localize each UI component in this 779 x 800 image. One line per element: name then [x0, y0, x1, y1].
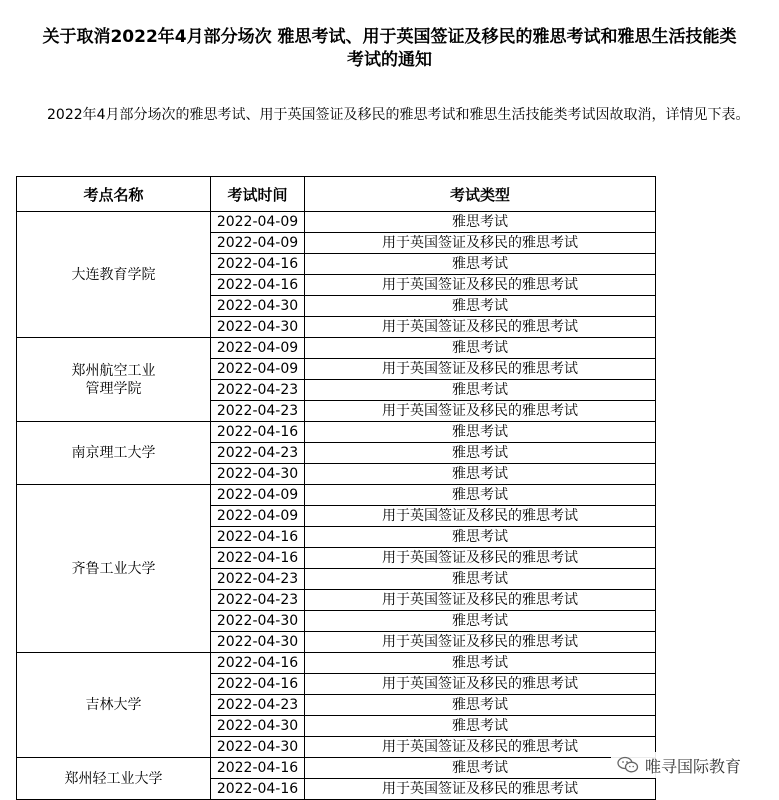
cancellation-table	[16, 176, 656, 800]
exam-date-cell: 2022-04-09	[211, 506, 305, 527]
exam-date-cell: 2022-04-09	[211, 485, 305, 506]
exam-date-cell: 2022-04-23	[211, 590, 305, 611]
header-date: 考试时间	[211, 177, 305, 212]
exam-type-cell: 用于英国签证及移民的雅思考试	[305, 233, 656, 254]
exam-date-cell: 2022-04-30	[211, 296, 305, 317]
exam-type-cell: 雅思考试	[305, 296, 656, 317]
exam-type-cell: 雅思考试	[305, 254, 656, 275]
exam-date-cell: 2022-04-16	[211, 758, 305, 779]
exam-date-cell: 2022-04-09	[211, 338, 305, 359]
exam-type-cell: 用于英国签证及移民的雅思考试	[305, 401, 656, 422]
exam-type-cell: 用于英国签证及移民的雅思考试	[305, 359, 656, 380]
exam-date-cell: 2022-04-30	[211, 716, 305, 737]
exam-type-cell: 用于英国签证及移民的雅思考试	[305, 737, 656, 758]
watermark	[611, 752, 747, 778]
exam-date-cell: 2022-04-16	[211, 254, 305, 275]
exam-date-cell: 2022-04-23	[211, 695, 305, 716]
site-name-cell: 吉林大学	[17, 653, 211, 758]
exam-date-cell: 2022-04-16	[211, 422, 305, 443]
exam-type-cell: 用于英国签证及移民的雅思考试	[305, 590, 656, 611]
exam-type-cell: 雅思考试	[305, 212, 656, 233]
table-row	[17, 338, 656, 359]
exam-type-cell: 雅思考试	[305, 485, 656, 506]
exam-type-cell: 用于英国签证及移民的雅思考试	[305, 674, 656, 695]
document-title	[12, 26, 767, 72]
table-row	[17, 653, 656, 674]
exam-date-cell: 2022-04-23	[211, 443, 305, 464]
site-name-cell: 郑州航空工业 管理学院	[17, 338, 211, 422]
site-name-cell: 大连教育学院	[17, 212, 211, 338]
header-site: 考点名称	[17, 177, 211, 212]
exam-type-cell: 雅思考试	[305, 338, 656, 359]
exam-type-cell: 用于英国签证及移民的雅思考试	[305, 548, 656, 569]
table-row	[17, 758, 656, 779]
table-body	[17, 212, 656, 800]
table-header-row	[17, 177, 656, 212]
exam-date-cell: 2022-04-23	[211, 380, 305, 401]
exam-type-cell: 用于英国签证及移民的雅思考试	[305, 632, 656, 653]
exam-type-cell: 雅思考试	[305, 695, 656, 716]
exam-date-cell: 2022-04-30	[211, 317, 305, 338]
exam-date-cell: 2022-04-16	[211, 674, 305, 695]
exam-date-cell: 2022-04-09	[211, 212, 305, 233]
table-row	[17, 212, 656, 233]
exam-date-cell: 2022-04-16	[211, 779, 305, 800]
exam-date-cell: 2022-04-30	[211, 632, 305, 653]
site-name-cell: 齐鲁工业大学	[17, 485, 211, 653]
exam-date-cell: 2022-04-23	[211, 401, 305, 422]
exam-date-cell: 2022-04-16	[211, 527, 305, 548]
header-type: 考试类型	[305, 177, 656, 212]
exam-type-cell: 雅思考试	[305, 443, 656, 464]
title-line-2: 考试的通知	[347, 50, 432, 70]
exam-type-cell: 雅思考试	[305, 611, 656, 632]
exam-date-cell: 2022-04-23	[211, 569, 305, 590]
exam-type-cell: 雅思考试	[305, 569, 656, 590]
exam-type-cell: 用于英国签证及移民的雅思考试	[305, 506, 656, 527]
exam-type-cell: 雅思考试	[305, 380, 656, 401]
exam-type-cell: 用于英国签证及移民的雅思考试	[305, 317, 656, 338]
watermark-text: 唯寻国际教育	[645, 756, 742, 776]
exam-date-cell: 2022-04-16	[211, 275, 305, 296]
table-row	[17, 485, 656, 506]
site-name-cell: 郑州轻工业大学	[17, 758, 211, 800]
title-line-1: 关于取消2022年4月部分场次 雅思考试、用于英国签证及移民的雅思考试和雅思生活技能类	[42, 27, 737, 47]
table-row	[17, 422, 656, 443]
exam-type-cell: 雅思考试	[305, 527, 656, 548]
exam-date-cell: 2022-04-30	[211, 464, 305, 485]
exam-type-cell: 用于英国签证及移民的雅思考试	[305, 275, 656, 296]
exam-type-cell: 雅思考试	[305, 653, 656, 674]
exam-type-cell: 雅思考试	[305, 464, 656, 485]
intro-paragraph: 2022年4月部分场次的雅思考试、用于英国签证及移民的雅思考试和雅思生活技能类考试因故取消，详情见下表。	[47, 107, 750, 123]
exam-date-cell: 2022-04-30	[211, 611, 305, 632]
wechat-icon	[617, 756, 639, 774]
exam-date-cell: 2022-04-16	[211, 548, 305, 569]
exam-type-cell: 雅思考试	[305, 716, 656, 737]
exam-type-cell: 雅思考试	[305, 422, 656, 443]
exam-date-cell: 2022-04-30	[211, 737, 305, 758]
exam-date-cell: 2022-04-09	[211, 359, 305, 380]
exam-type-cell: 用于英国签证及移民的雅思考试	[305, 779, 656, 800]
exam-date-cell: 2022-04-09	[211, 233, 305, 254]
site-name-cell: 南京理工大学	[17, 422, 211, 485]
exam-type-cell: 雅思考试	[305, 758, 656, 779]
exam-date-cell: 2022-04-16	[211, 653, 305, 674]
